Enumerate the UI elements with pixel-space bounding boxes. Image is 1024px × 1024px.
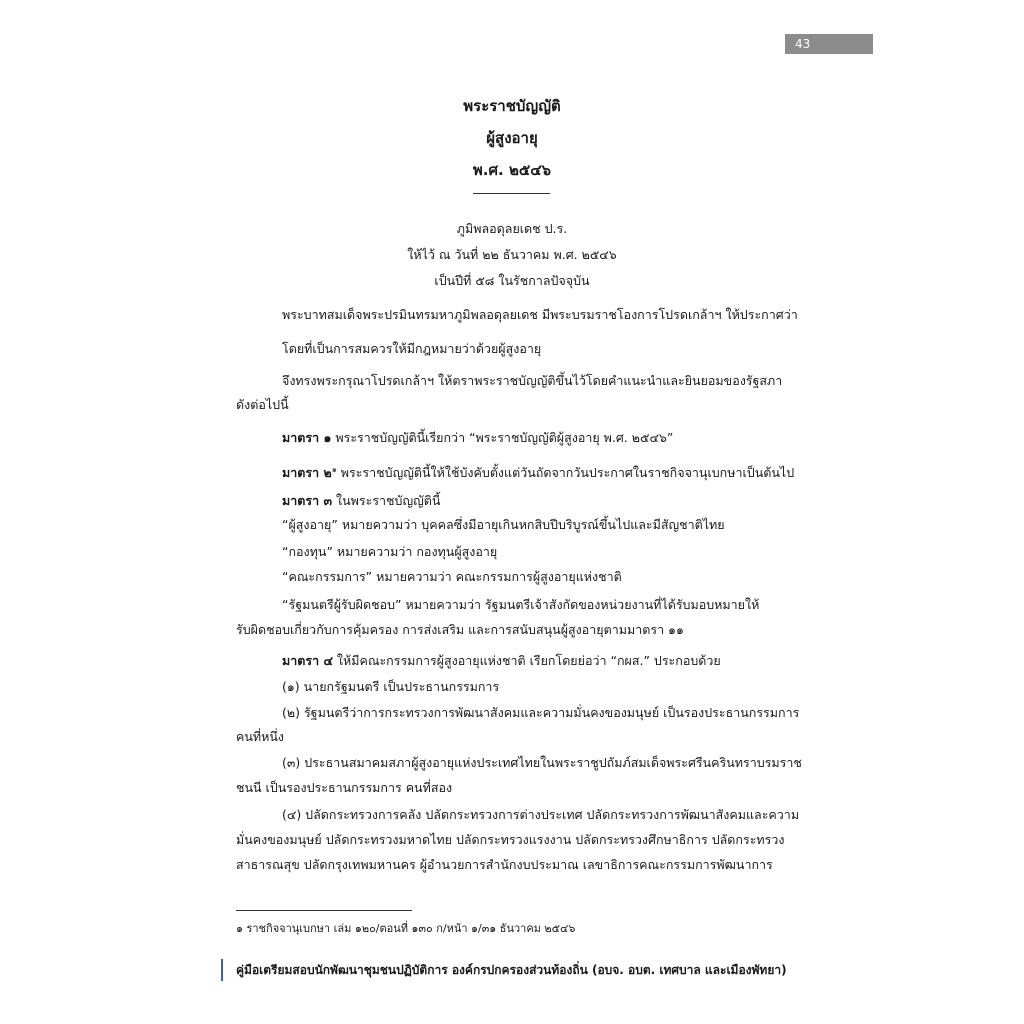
royal-signature-block [0, 216, 1024, 294]
preamble-3-cont: ดังต่อไปนี้ [236, 397, 289, 412]
section-4 [282, 651, 721, 671]
section-1 [282, 428, 673, 448]
definition-4: “รัฐมนตรีผู้รับผิดชอบ” หมายความว่า รัฐมนตรีเจ้าสังกัดของหน่วยงานที่ได้รับมอบหมายให้ [282, 597, 760, 612]
item-4-cont-2: สาธารณสุข ปลัดกรุงเทพมหานคร ผู้อำนวยการสำนักงบประมาณ เลขาธิการคณะกรรมการพัฒนาการ [236, 857, 773, 872]
signature-line-3: เป็นปีที่ ๕๘ ในรัชกาลปัจจุบัน [434, 273, 590, 288]
preamble-2: โดยที่เป็นการสมควรให้มีกฎหมายว่าด้วยผู้สูงอายุ [282, 341, 542, 356]
section-4-label: มาตรา ๔ [282, 653, 333, 668]
item-4-cont-1: มั่นคงของมนุษย์ ปลัดกระทรวงมหาดไทย ปลัดกระทรวงแรงงาน ปลัดกระทรวงศึกษาธิการ ปลัดกระทรวง [236, 832, 785, 847]
section-3-label: มาตรา ๓ [282, 493, 333, 508]
title-line-1: พระราชบัญญัติ [463, 97, 561, 115]
section-2-label: มาตรา ๒ [282, 465, 332, 481]
item-2: (๒) รัฐมนตรีว่าการกระทรวงการพัฒนาสังคมและความมั่นคงของมนุษย์ เป็นรองประธานกรรมการ [282, 705, 800, 720]
section-1-text: พระราชบัญญัตินี้เรียกว่า “พระราชบัญญัติผู้สูงอายุ พ.ศ. ๒๕๔๖” [335, 430, 674, 445]
item-4: (๔) ปลัดกระทรวงการคลัง ปลัดกระทรวงการต่างประเทศ ปลัดกระทรวงการพัฒนาสังคมและความ [282, 807, 800, 822]
section-3 [282, 491, 440, 511]
item-1: (๑) นายกรัฐมนตรี เป็นประธานกรรมการ [282, 679, 500, 694]
footnote-divider [236, 910, 412, 911]
item-3: (๓) ประธานสมาคมสภาผู้สูงอายุแห่งประเทศไทยในพระราชูปถัมภ์สมเด็จพระศรีนครินทราบรมราช [282, 755, 802, 770]
section-2 [282, 460, 794, 480]
definition-4-cont: รับผิดชอบเกี่ยวกับการคุ้มครอง การส่งเสริม และการสนับสนุนผู้สูงอายุตามมาตรา ๑๑ [236, 622, 684, 637]
definition-3: “คณะกรรมการ” หมายความว่า คณะกรรมการผู้สูงอายุแห่งชาติ [282, 569, 622, 584]
section-3-text: ในพระราชบัญญัตินี้ [336, 493, 441, 508]
document-title [0, 90, 1024, 186]
title-line-2: ผู้สูงอายุ [486, 129, 538, 147]
page-number: 43 [785, 34, 873, 54]
title-line-3: พ.ศ. ๒๕๔๖ [472, 161, 552, 179]
definition-1: “ผู้สูงอายุ” หมายความว่า บุคคลซึ่งมีอายุเกินหกสิบปีบริบูรณ์ขึ้นไปและมีสัญชาติไทย [282, 517, 725, 532]
section-4-text: ให้มีคณะกรรมการผู้สูงอายุแห่งชาติ เรียกโดยย่อว่า “กผส.” ประกอบด้วย [336, 653, 721, 668]
item-2-cont: คนที่หนึ่ง [236, 729, 285, 744]
signature-line-2: ให้ไว้ ณ วันที่ ๒๒ ธันวาคม พ.ศ. ๒๕๔๖ [407, 247, 617, 262]
footnote-marker: ๑ [331, 465, 337, 474]
section-1-label: มาตรา ๑ [282, 430, 332, 445]
definition-2: “กองทุน” หมายความว่า กองทุนผู้สูงอายุ [282, 544, 498, 559]
item-3-cont: ชนนี เป็นรองประธานกรรมการ คนที่สอง [236, 780, 453, 795]
preamble-1: พระบาทสมเด็จพระปรมินทรมหาภูมิพลอดุลยเดช มีพระบรมราชโองการโปรดเกล้าฯ ให้ประกาศว่า [282, 307, 798, 322]
footer-accent-bar [221, 959, 223, 981]
running-footer: คู่มือเตรียมสอบนักพัฒนาชุมชนปฏิบัติการ องค์กรปกครองส่วนท้องถิ่น (อบจ. อบต. เทศบาล และเมืองพัทยา) [236, 963, 787, 977]
title-divider [473, 193, 550, 194]
section-2-text: พระราชบัญญัตินี้ให้ใช้บังคับตั้งแต่วันถัดจากวันประกาศในราชกิจจานุเบกษาเป็นต้นไป [340, 465, 795, 481]
footnote: ๑ ราชกิจจานุเบกษา เล่ม ๑๒๐/ตอนที่ ๑๓๐ ก/หน้า ๑/๓๑ ธันวาคม ๒๕๔๖ [236, 922, 576, 935]
signature-line-1: ภูมิพลอดุลยเดช ป.ร. [456, 221, 568, 236]
preamble-3: จึงทรงพระกรุณาโปรดเกล้าฯ ให้ตราพระราชบัญญัติขึ้นไว้โดยคำแนะนำและยินยอมของรัฐสภา [282, 373, 783, 388]
